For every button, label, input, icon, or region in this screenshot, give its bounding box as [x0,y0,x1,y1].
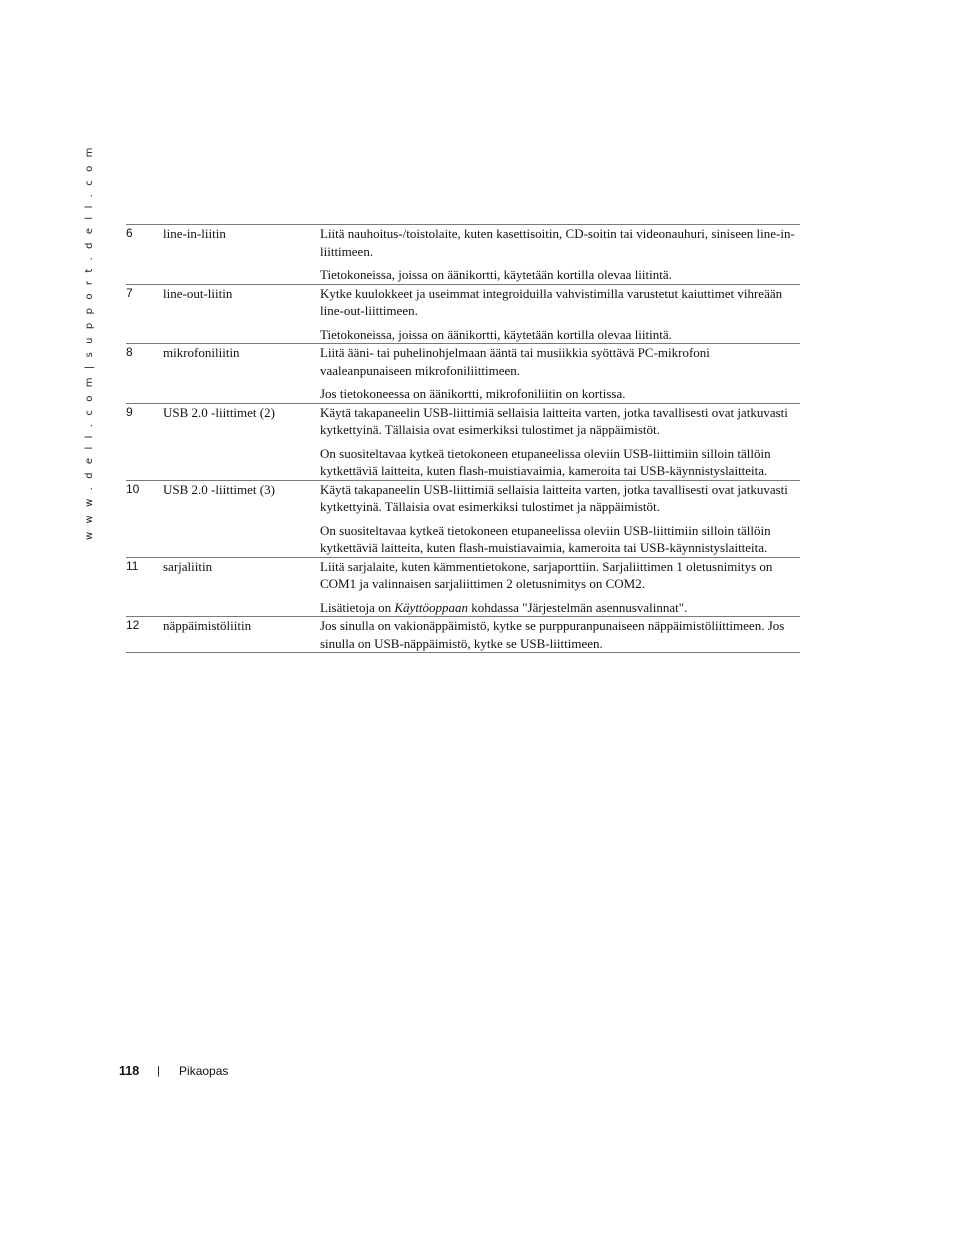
row-number: 8 [126,345,133,359]
side-url-text: w w w . d e l l . c o m | s u p p o r t . d e l l . c o m [84,144,96,541]
page-footer [119,1063,228,1079]
connector-description [320,403,800,480]
connector-description [320,617,800,653]
connector-name: line-out-liitin [163,285,233,301]
connector-name: näppäimistöliitin [163,618,252,633]
row-number: 7 [126,285,133,300]
reference-text-before: Lisätietoja on [320,599,395,615]
description-paragraph: Kytke kuulokkeet ja useimmat integroiduilla vahvistimilla varustetut kaiuttimet vihreään line-out-liittimeen. [320,285,783,318]
connector-table [126,224,800,653]
manual-title-reference: Käyttöoppaan [394,599,469,615]
description-paragraph: Liitä ääni- tai puhelinohjelmaan ääntä tai musiikkia syöttävä PC-mikrofoni vaaleanpunaiseen mikrofoniliittimeen. [320,345,710,378]
description-paragraph: Jos tietokoneessa on äänikortti, mikrofoniliitin on kortissa. [320,386,626,401]
connector-description [320,344,800,404]
description-paragraph: Tietokoneissa, joissa on äänikortti, käytetään kortilla olevaa liitintä. [320,267,672,282]
row-number: 9 [126,404,133,419]
connector-name: line-in-liitin [163,226,226,241]
table-row [126,284,800,344]
table-row [126,403,800,480]
row-number: 10 [126,481,140,496]
table-row [126,480,800,557]
table-row [126,557,800,617]
description-paragraph: Liitä nauhoitus-/toistolaite, kuten kasettisoitin, CD-soitin tai videonauhuri, siniseen line-in-liittimeen. [320,226,795,259]
connector-description [320,557,800,617]
connector-description [320,480,800,557]
description-paragraph: Tietokoneissa, joissa on äänikortti, käytetään kortilla olevaa liitintä. [320,326,672,342]
footer-separator: | [157,1065,161,1077]
description-paragraph: On suositeltavaa kytkeä tietokoneen etupaneelissa oleviin USB-liittimiin silloin tällöin kytkettäviä laitteita, kuten flash-muistiavaimia, kameroita tai USB-käynnistyslaitteita. [320,445,771,478]
description-paragraph: Jos sinulla on vakionäppäimistö, kytke se purppuranpunaiseen näppäimistöliittimeen. Jos sinulla on USB-näppäimistö, kytke se USB-liittimeen. [320,618,785,651]
connector-description [320,225,800,285]
page-number: 118 [119,1064,140,1078]
description-paragraph [320,599,800,617]
description-paragraph: Käytä takapaneelin USB-liittimiä sellaisia laitteita varten, jotka tavallisesti ovat jatkuvasti kytkettyinä. Tällaisia ovat esimerkiksi tulostimet ja näppäimistöt. [320,404,788,437]
connector-name: USB 2.0 -liittimet (2) [163,404,275,420]
table-row [126,225,800,285]
row-number: 11 [126,558,139,573]
section-title: Pikaopas [179,1064,229,1078]
table-row [126,344,800,404]
description-paragraph: Liitä sarjalaite, kuten kämmentietokone, sarjaporttiin. Sarjaliittimen 1 oletusnimitys on COM1 ja valinnaisen sarjaliittimen 2 oletusnimitys on COM2. [320,558,773,591]
connector-name: mikrofoniliitin [163,345,240,360]
side-url-label [82,144,98,541]
description-paragraph: Käytä takapaneelin USB-liittimiä sellaisia laitteita varten, jotka tavallisesti ovat jatkuvasti kytkettyinä. Tällaisia ovat esimerkiksi tulostimet ja näppäimistöt. [320,481,788,514]
connector-name: USB 2.0 -liittimet (3) [163,481,275,497]
reference-text-after: kohdassa "Järjestelmän asennusvalinnat". [468,599,688,615]
row-number: 12 [126,618,140,632]
row-number: 6 [126,226,133,240]
connector-description [320,284,800,344]
table-row [126,617,800,653]
connector-name: sarjaliitin [163,558,213,574]
description-paragraph: On suositeltavaa kytkeä tietokoneen etupaneelissa oleviin USB-liittimiin silloin tällöin kytkettäviä laitteita, kuten flash-muistiavaimia, kameroita tai USB-käynnistyslaitteita. [320,522,771,555]
